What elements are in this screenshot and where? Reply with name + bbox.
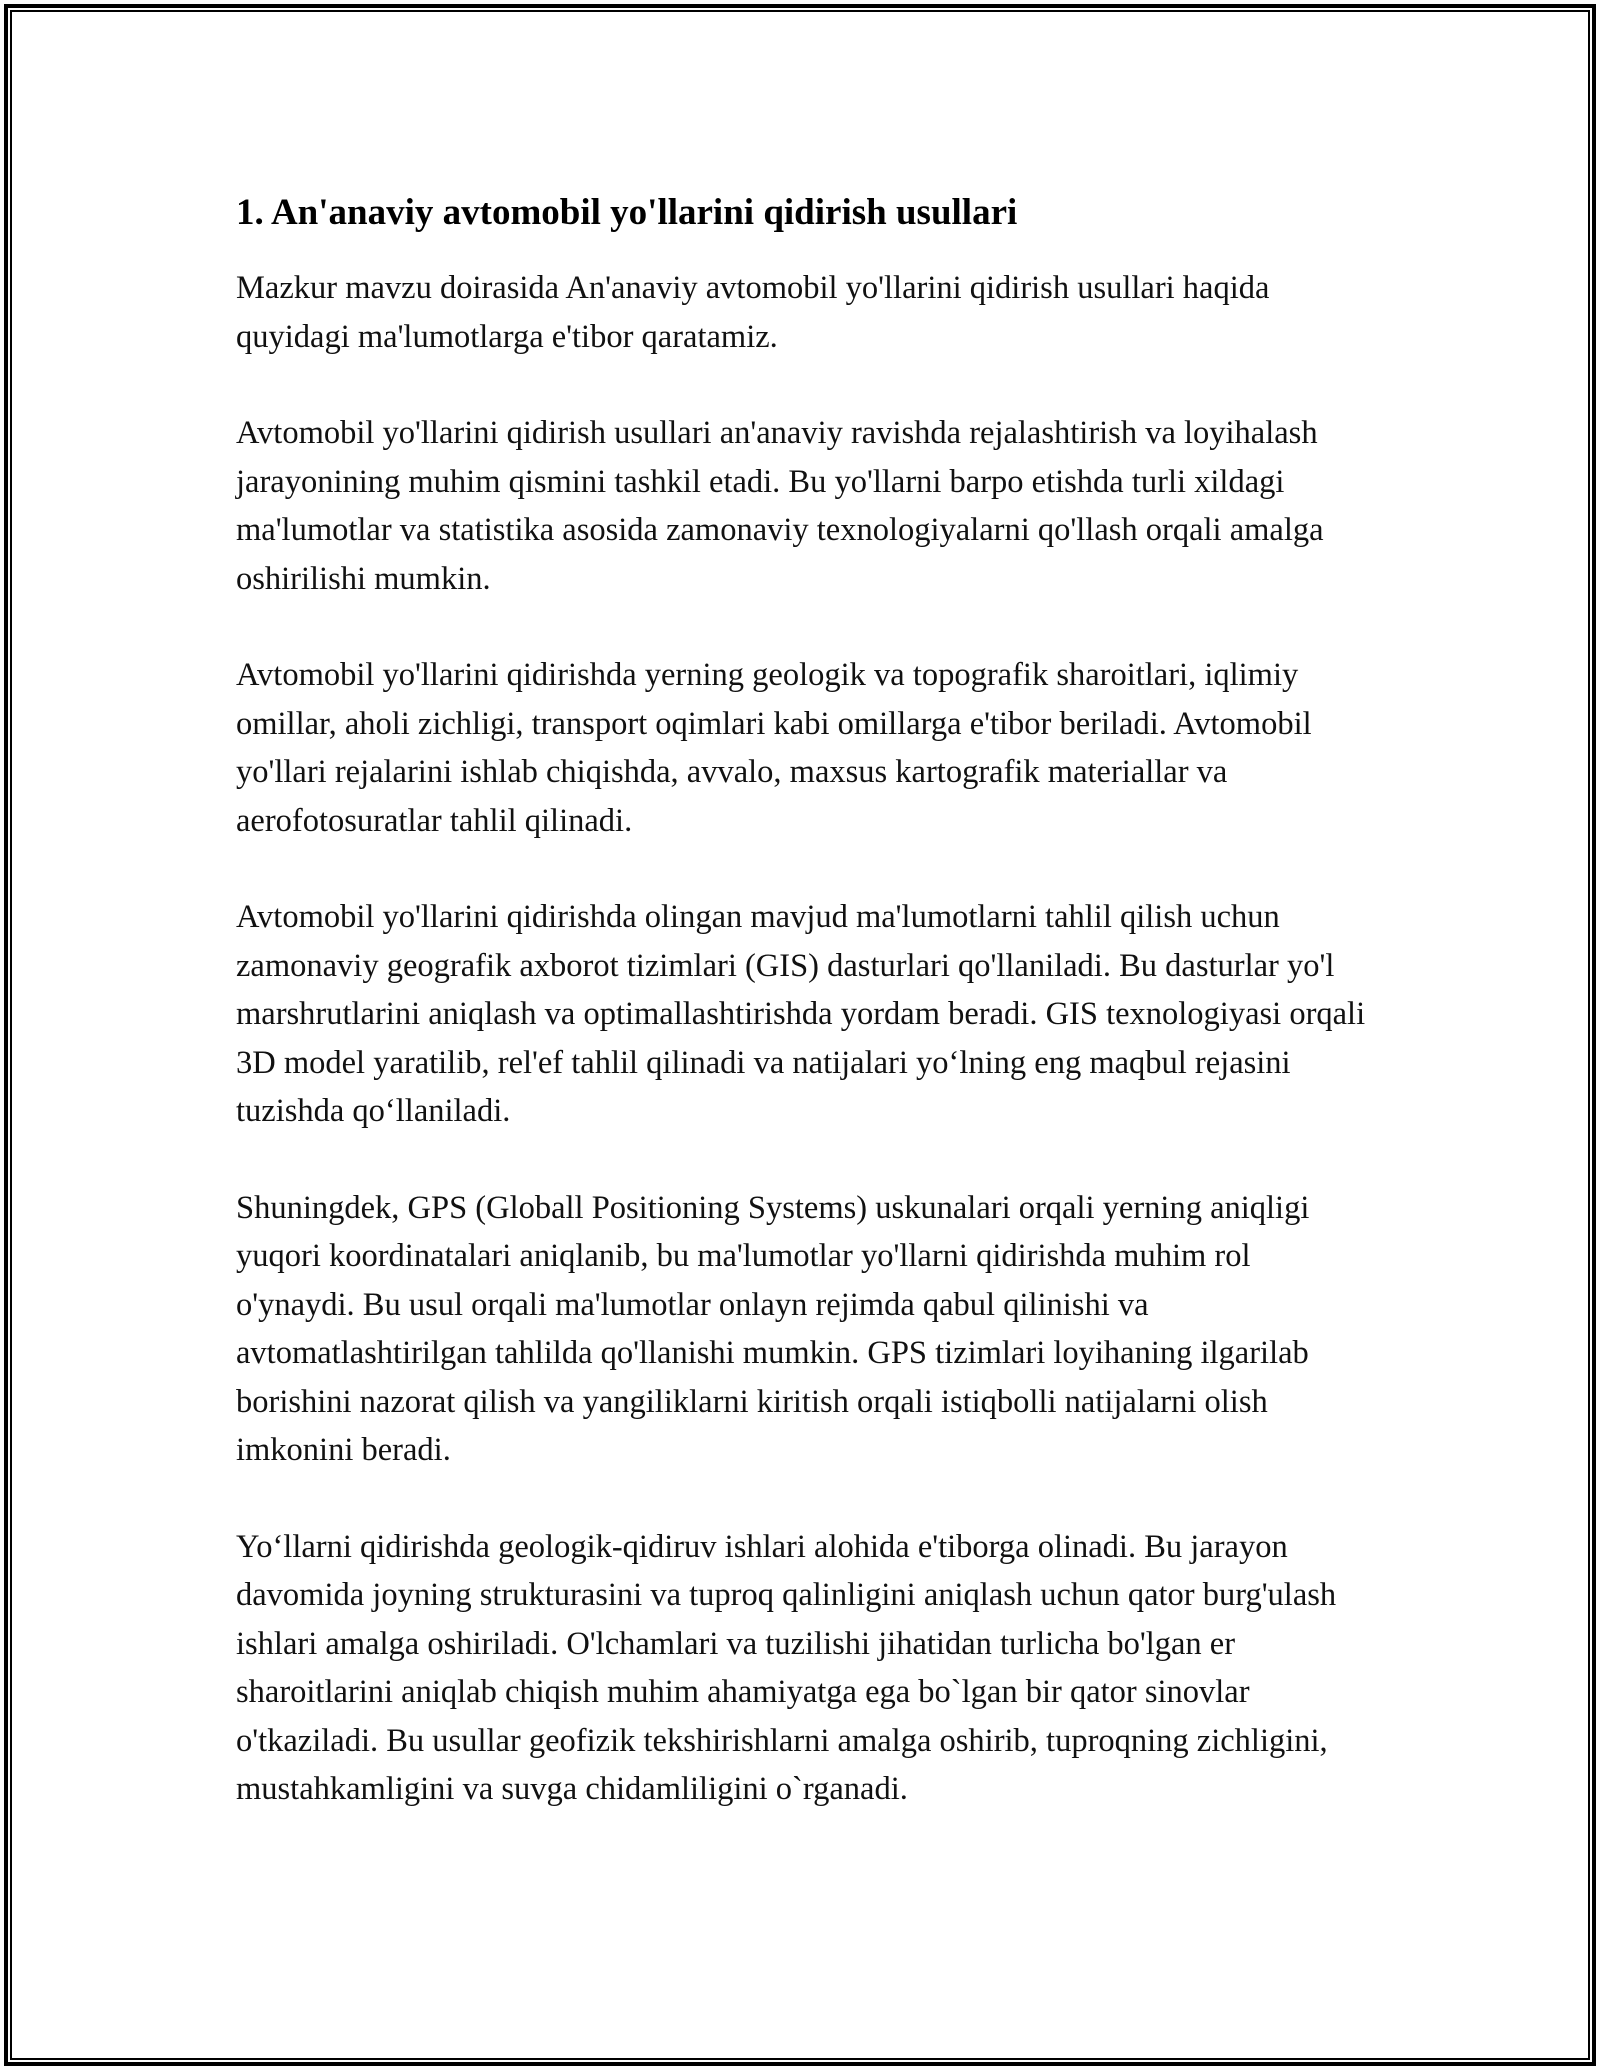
- paragraph-intro: Mazkur mavzu doirasida An'anaviy avtomobil yo'llarini qidirish usullari haqida quyidagi ma'lumotlarga e'tibor qaratamiz.: [236, 270, 1270, 355]
- paragraph-gis: Avtomobil yo'llarini qidirishda olingan mavjud ma'lumotlarni tahlil qilish uchun zamonaviy geografik axborot tizimlari (GIS) dasturlari qo'llaniladi. Bu dasturlar yo'l marshrutlarini aniqlash va optimallashtirishda yordam beradi. GIS texnologiyasi orqali 3D model yaratilib, rel'ef tahlil qilinadi va natijalari yo‘lning eng maqbul rejasini tuzishda qo‘llaniladi.: [236, 899, 1366, 1129]
- paragraph-geology: Yo‘llarni qidirishda geologik-qidiruv ishlari alohida e'tiborga olinadi. Bu jarayon davomida joyning strukturasini va tuproq qalinligini aniqlash uchun qator burg'ulash ishlari amalga oshiriladi. O'lchamlari va tuzilishi jihatidan turlicha bo'lgan er sharoitlarini aniqlab chiqish muhim ahamiyatga ega bo`lgan bir qator sinovlar o'tkaziladi. Bu usullar geofizik tekshirishlarni amalga oshirib, tuproqning zichligini, mustahkamligini va suvga chidamliligini o`rganadi.: [236, 1528, 1337, 1807]
- paragraph-factors: Avtomobil yo'llarini qidirishda yerning geologik va topografik sharoitlari, iqlimiy omillar, aholi zichligi, transport oqimlari kabi omillarga e'tibor beriladi. Avtomobil yo'llari rejalarini ishlab chiqishda, avvalo, maxsus kartografik materiallar va aerofotosuratlar tahlil qilinadi.: [236, 657, 1312, 839]
- document-body: [236, 188, 1366, 1862]
- paragraph-planning: Avtomobil yo'llarini qidirish usullari an'anaviy ravishda rejalashtirish va loyihalash jarayonining muhim qismini tashkil etadi. Bu yo'llarni barpo etishda turli xildagi ma'lumotlar va statistika asosida zamonaviy texnologiyalarni qo'llash orqali amalga oshirilishi mumkin.: [236, 415, 1324, 597]
- document-title: 1. An'anaviy avtomobil yo'llarini qidirish usullari: [236, 192, 1018, 233]
- paragraph-gps: Shuningdek, GPS (Globall Positioning Systems) uskunalari orqali yerning aniqligi yuqori koordinatalari aniqlanib, bu ma'lumotlar yo'llarni qidirishda muhim rol o'ynaydi. Bu usul orqali ma'lumotlar onlayn rejimda qabul qilinishi va avtomatlashtirilgan tahlilda qo'llanishi mumkin. GPS tizimlari loyihaning ilgarilab borishini nazorat qilish va yangiliklarni kiritish orqali istiqbolli natijalarni olish imkonini beradi.: [236, 1189, 1310, 1468]
